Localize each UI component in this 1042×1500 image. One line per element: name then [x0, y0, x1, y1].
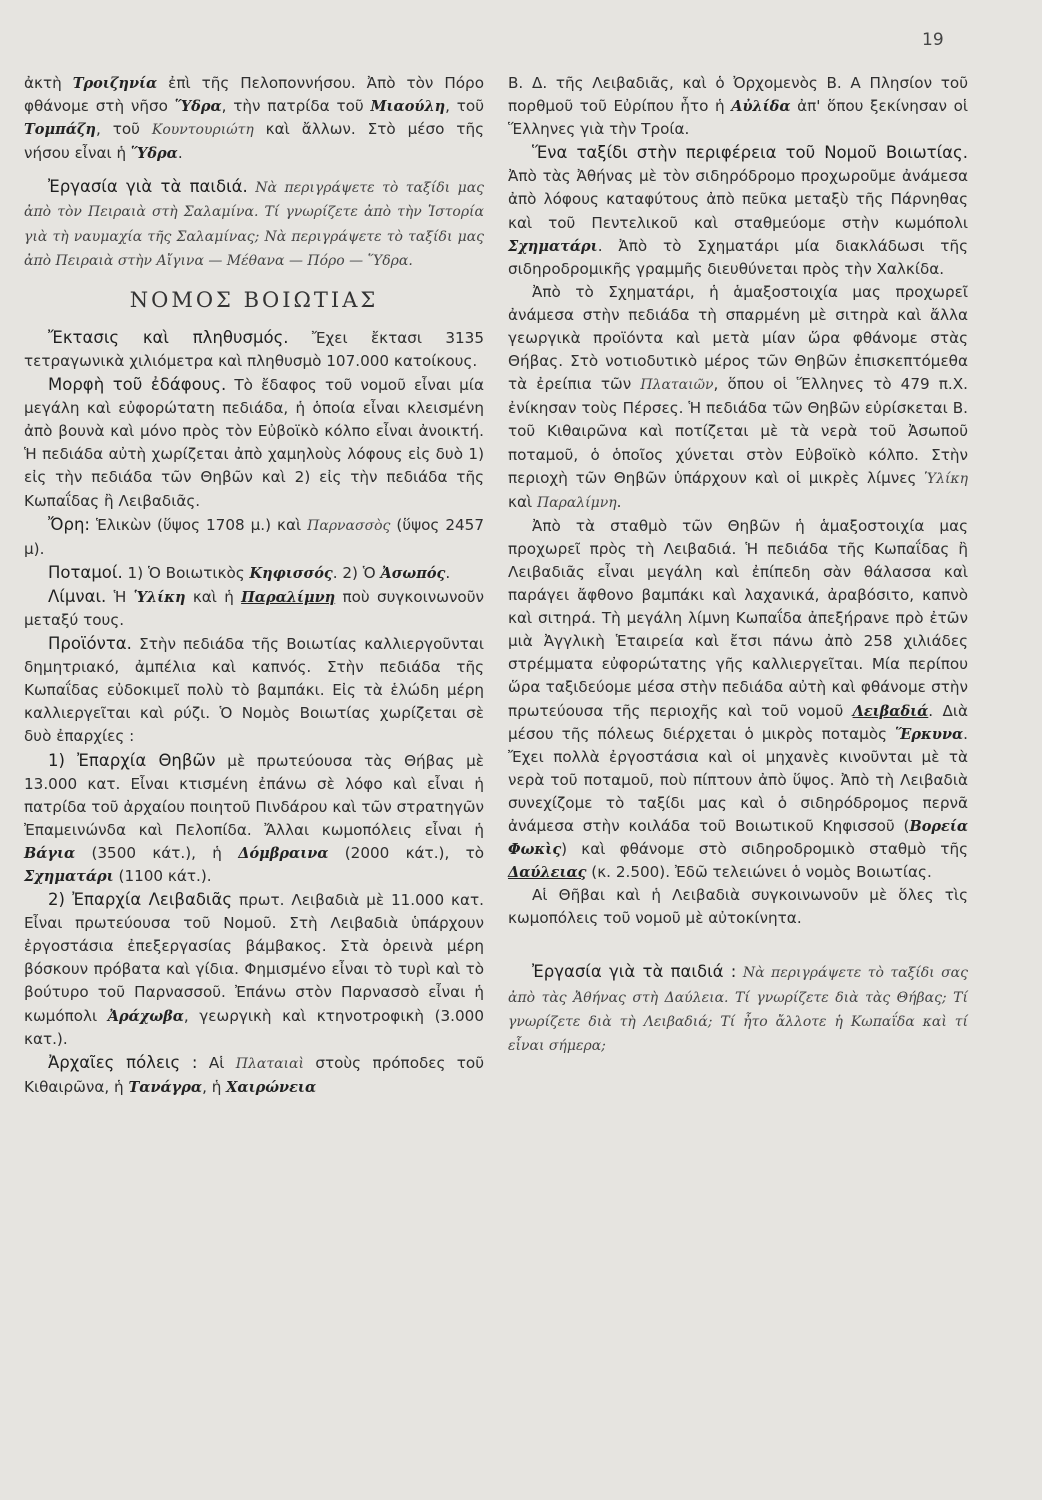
right-column: [508, 72, 968, 1058]
paragraph-thebes-plain: Ἀπὸ τὸ Σχηματάρι, ἡ ἁμαξοστοιχία μας προχωρεῖ ἀνάμεσα στὴν πεδιάδα τὴ σπαρμένη μὲ σιτηρὰ καὶ ἄλλα γεωργικὰ προϊόντα καὶ μετὰ μίαν ὥρα φθάνομε στὰς Θήβας. Στὸ νοτιοδυτικὸ μέρος τῶν Θηβῶν ἐπισκεπτόμεθα τὰ ἐρείπια τῶν Πλαταιῶν, ὅπου οἱ Ἕλληνες τὸ 479 π.Χ. ἐνίκησαν τοὺς Πέρσες. Ἡ πεδιάδα τῶν Θηβῶν εὑρίσκεται Β. τοῦ Κιθαιρῶνα καὶ ποτίζεται μὲ τὰ νερὰ τοῦ Ἀσωποῦ ποταμοῦ, ὁ ὁποῖος χύνεται στὸν Εὐβοϊκὸ κόλπο. Στὴν περιοχὴ τῶν Θηβῶν ὑπάρχουν καὶ οἱ μικρὲς λίμνες Ὑλίκη καὶ Παραλίμνη.: [508, 282, 968, 511]
paragraph-terrain: Μορφὴ τοῦ ἐδάφους. Τὸ ἔδαφος τοῦ νομοῦ εἶναι μία μεγάλη καὶ εὐφορώτατη πεδιάδα, ἡ ὁποία εἶναι κλεισμένη ἀπὸ βουνὰ καὶ μόνο πρὸς τὸν Εὐβοϊκὸ κόλπο εἶναι ἀνοικτή. Ἡ πεδιάδα αὐτὴ χωρίζεται ἀπὸ χαμηλοὺς λόφους εἰς δυὸ 1) εἰς τὴν πεδιάδα τῶν Θηβῶν καὶ 2) εἰς τὴν πεδιάδα τῆς Κωπαΐδας ἢ Λειβαδιᾶς.: [24, 375, 484, 510]
exercise-paragraph-right: Ἐργασία γιὰ τὰ παιδιά : Νὰ περιγράψετε τὸ ταξίδι σας ἀπὸ τὰς Ἀθήνας στὴ Δαύλεια. Τί γνωρίζετε διὰ τὰς Θήβας; Τί γνωρίζετε διὰ τὴ Λειβαδιά; Τί ἦτο ἄλλοτε ἡ Κωπαΐδα καὶ τί εἶναι σήμερα;: [508, 962, 968, 1054]
paragraph-livadeia-journey: Ἀπὸ τὰ σταθμὸ τῶν Θηβῶν ἡ ἁμαξοστοιχία μας προχωρεῖ πρὸς τὴ Λειβαδιά. Ἡ πεδιάδα τῆς Κωπαΐδας ἢ Λειβαδιᾶς εἶναι μεγάλη καὶ ἐπίπεδη σὰν θάλασσα καὶ παράγει ἄφθονο βαμπάκι καὶ λαχανικά, ἀραβόσιτο, καπνὸ καὶ σιτηρά. Τὴ μεγάλη λίμνη Κωπαΐδα ἀπεξήρανε πρὸ ἐτῶν μιὰ Ἀγγλικὴ Ἑταιρεία καὶ ἔτσι πάνω ἀπὸ 258 χιλιάδες στρέμματα εὐφορώτατης γῆς καλλιεργεῖται. Μία περίπου ὥρα ταξιδεύομε μέσα στὴν πεδιάδα αὐτὴ καὶ φθάνομε στὴν πρωτεύουσα τῆς περιοχῆς καὶ τοῦ νομοῦ Λειβαδιά. Διὰ μέσου τῆς πόλεως διέρχεται ὁ μικρὸς ποταμὸς Ἕρκυνα. Ἔχει πολλὰ ἐργοστάσια καὶ οἱ μηχανὲς κινοῦνται μὲ τὰ νερὰ τοῦ ποταμοῦ, ποὺ πίπτουν ἀπὸ ὕψος. Ἀπὸ τὴ Λειβαδιὰ συνεχίζομε τὸ ταξίδι μας καὶ ὁ σιδηρόδρομος περνᾶ ἀνάμεσα στὴν κοιλάδα τοῦ Βοιωτικοῦ Κηφισσοῦ (Βορεία Φωκὶς) καὶ φθάνομε στὸ σιδηροδρομικὸ σταθμὸ τῆς Δαύλειας (κ. 2.500). Ἐδῶ τελειώνει ὁ νομὸς Βοιωτίας.: [508, 516, 968, 882]
paragraph-thebes-province: 1) Ἐπαρχία Θηβῶν μὲ πρωτεύουσα τὰς Θήβας μὲ 13.000 κατ. Εἶναι κτισμένη ἐπάνω σὲ λόφο καὶ εἶναι ἡ πατρίδα τοῦ ἀρχαίου ποιητοῦ Πινδάρου καὶ τῶν στρατηγῶν Ἐπαμεινώνδα καὶ Πελοπίδα. Ἄλλαι κωμοπόλεις εἶναι ἡ Βάγια (3500 κάτ.), ἡ Δόμβραινα (2000 κάτ.), τὸ Σχηματάρι (1100 κάτ.).: [24, 750, 485, 885]
paragraph-livadeia-province: 2) Ἐπαρχία Λειβαδιᾶς πρωτ. Λειβαδιὰ μὲ 11.000 κατ. Εἶναι πρωτεύουσα τοῦ Νομοῦ. Στὴ Λειβαδιὰ ὑπάρχουν ἐργοστάσια ἐπεξεργασίας βάμβακος. Στὰ ὀρεινὰ μέρη βόσκουν πρόβατα καὶ γίδια. Φημισμένο εἶναι τὸ τυρὶ καὶ τὸ βούτυρο τοῦ Παρνασσοῦ. Ἐπάνω στὸν Παρνασσὸ εἶναι ἡ κωμόπολι Ἀράχωβα, γεωργικὴ καὶ κτηνοτροφικὴ (3.000 κατ.).: [24, 890, 484, 1048]
exercise-paragraph-left: Ἐργασία γιὰ τὰ παιδιά. Νὰ περιγράψετε τὸ ταξίδι μας ἀπὸ τὸν Πειραιὰ στὴ Σαλαμίνα. Τί γνωρίζετε ἀπὸ τὴν Ἱστορία γιὰ τὴ ναυμαχία τῆς Σαλαμίνας; Νὰ περιγράψετε τὸ ταξίδι μας ἀπὸ Πειραιὰ στὴν Αἴγινα — Μέθανα — Πόρο — Ὕδρα.: [24, 177, 484, 269]
paragraph-connections: Αἱ Θῆβαι καὶ ἡ Λειβαδιὰ συγκοινωνοῦν μὲ ὅλες τὶς κωμοπόλεις τοῦ νομοῦ μὲ αὐτοκίνητα.: [508, 886, 968, 928]
paragraph-ancient-cities: Ἀρχαῖες πόλεις : Αἱ Πλαταιαὶ στοὺς πρόποδες τοῦ Κιθαιρῶνα, ἡ Τανάγρα, ἡ Χαιρώνεια: [24, 1052, 484, 1096]
page-number: 19: [922, 30, 944, 50]
paragraph-mountains: Ὄρη: Ἑλικὼν (ὕψος 1708 μ.) καὶ Παρνασσὸς (ὕψος 2457 μ).: [24, 514, 484, 558]
paragraph-lakes: Λίμναι. Ἡ Ὑλίκη καὶ ἡ Παραλίμνη ποὺ συγκοινωνοῦν μεταξύ τους.: [24, 586, 484, 629]
left-column: [24, 72, 484, 1099]
paragraph-journey: Ἕνα ταξίδι στὴν περιφέρεια τοῦ Νομοῦ Βοιωτίας. Ἀπὸ τὰς Ἀθήνας μὲ τὸν σιδηρόδρομο προχωροῦμε ἀνάμεσα ἀπὸ λόφους καταφύτους ἀπὸ πεῦκα μεταξὺ τῆς Πάρνηθας καὶ τοῦ Πεντελικοῦ καὶ σταθμεύομε στὴν κωμόπολι Σχηματάρι. Ἀπὸ τὸ Σχηματάρι μία διακλάδωσι τῆς σιδηροδρομικῆς γραμμῆς διευθύνεται πρὸς τὴν Χαλκίδα.: [508, 143, 968, 278]
paragraph-troizinia: ἀκτὴ Τροιζηνία ἐπὶ τῆς Πελοποννήσου. Ἀπὸ τὸν Πόρο φθάνομε στὴ νῆσο Ὕδρα, τὴν πατρίδα τοῦ Μιαούλη, τοῦ Τομπάζη, τοῦ Κουντουριώτη καὶ ἄλλων. Στὸ μέσο τῆς νήσου εἶναι ἡ Ὕδρα.: [24, 74, 484, 163]
paragraph-rivers: Ποταμοί. 1) Ὁ Βοιωτικὸς Κηφισσός. 2) Ὁ Ἀσωπός.: [48, 562, 451, 582]
paragraph-orchomenos: Β. Δ. τῆς Λειβαδιᾶς, καὶ ὁ Ὀρχομενὸς Β. Α Πλησίον τοῦ πορθμοῦ τοῦ Εὐρίπου ἦτο ἡ Αὐλίδα ἀπ' ὅπου ξεκίνησαν οἱ Ἕλληνες γιὰ τὴν Τροία.: [508, 74, 969, 139]
paragraph-area-population: Ἔκτασις καὶ πληθυσμός. Ἔχει ἔκτασι 3135 τετραγωνικὰ χιλιόμετρα καὶ πληθυσμὸ 107.000 κατοίκους.: [24, 327, 484, 370]
paragraph-products: Προϊόντα. Στὴν πεδιάδα τῆς Βοιωτίας καλλιεργοῦνται δημητριακό, ἀμπέλια καὶ καπνός. Στὴν πεδιάδα τῆς Κωπαΐδας εὐδοκιμεῖ πολὺ τὸ βαμπάκι. Εἰς τὰ ἑλώδη μέρη καλλιεργεῖται καὶ ρύζι. Ὁ Νομὸς Βοιωτίας χωρίζεται σὲ δυὸ ἐπαρχίες :: [24, 634, 484, 746]
section-heading: ΝΟΜΟΣ ΒΟΙΩΤΙΑΣ: [129, 287, 379, 312]
